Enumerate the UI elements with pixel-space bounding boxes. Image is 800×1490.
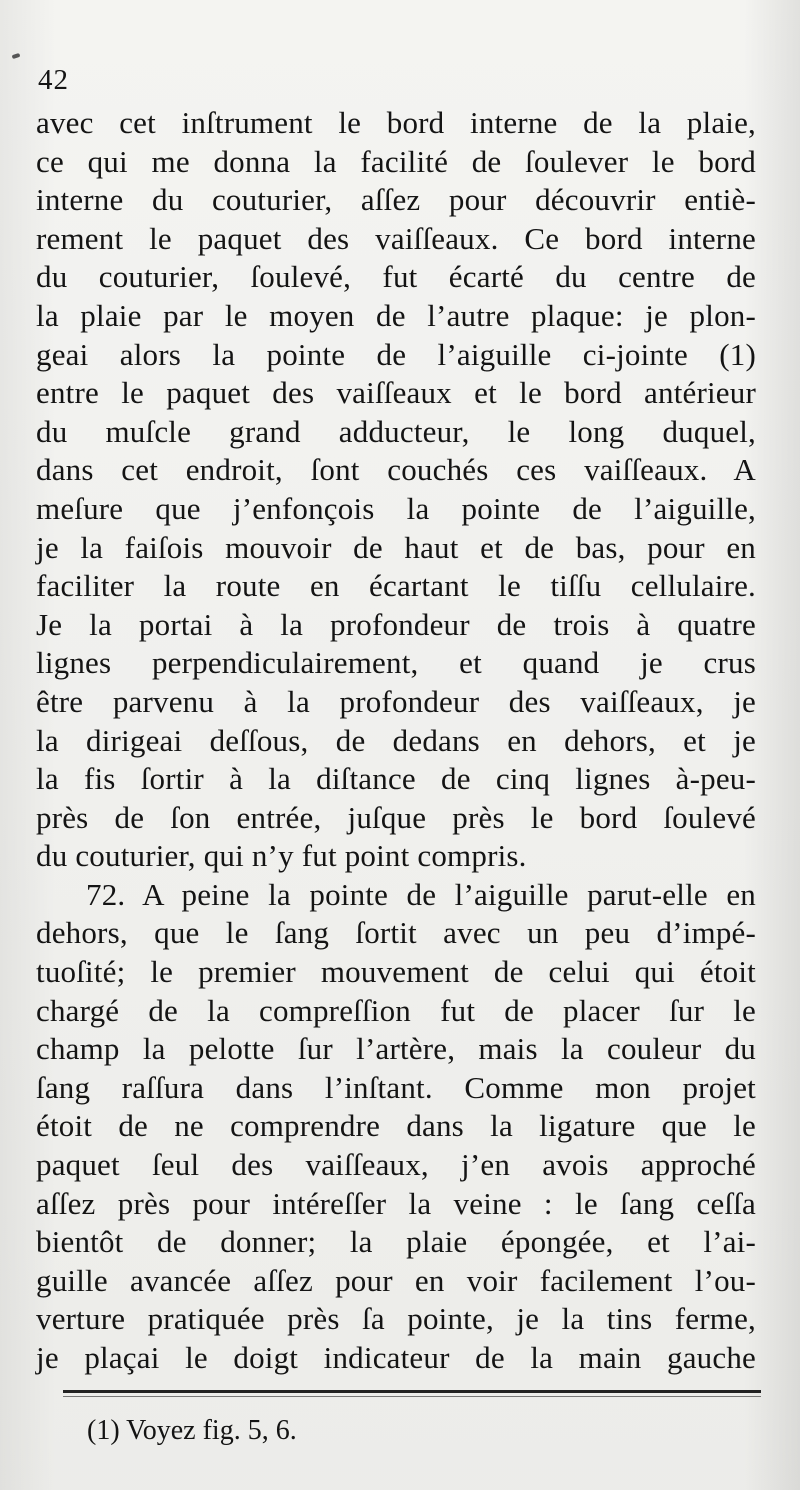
body-text <box>36 104 756 1378</box>
footnote: (1) Voyez fig. 5, 6. <box>87 1415 297 1446</box>
footnote-divider-shadow <box>63 1396 761 1397</box>
text-line: avec cet inſtrument le bord interne de la plaie, <box>36 105 756 140</box>
text-line: rement le paquet des vaiſſeaux. Ce bord interne <box>36 220 756 256</box>
text-line: faciliter la route en écartant le tiſſu cellulaire. <box>36 568 756 604</box>
text-line: être parvenu à la profondeur des vaiſſeaux, je <box>36 683 756 719</box>
text-line: dans cet endroit, ſont couchés ces vaiſſeaux. A <box>36 452 756 488</box>
text-line: interne du couturier, aſſez pour découvrir entiè- <box>36 182 756 218</box>
text-line: paquet ſeul des vaiſſeaux, j’en avois approché <box>36 1147 756 1183</box>
text-line: tuoſité; le premier mouvement de celui qui étoit <box>36 954 756 990</box>
text-line: la fis ſortir à la diſtance de cinq lignes à-peu- <box>36 761 756 797</box>
text-line: verture pratiquée près ſa pointe, je la tins ferme, <box>36 1301 756 1337</box>
footnote-divider <box>63 1390 761 1393</box>
text-line: du couturier, qui n’y fut point compris. <box>36 838 527 874</box>
ink-mark <box>12 53 21 59</box>
text-line: du muſcle grand adducteur, le long duquel, <box>36 413 756 449</box>
text-line: ce qui me donna la facilité de ſoulever le bord <box>36 143 756 179</box>
text-line: je la faiſois mouvoir de haut et de bas, pour en <box>36 529 756 565</box>
text-line: la dirigeai deſſous, de dedans en dehors, et je <box>36 722 756 758</box>
text-line: aſſez près pour intéreſſer la veine : le ſang ceſſa <box>36 1185 756 1221</box>
page-number: 42 <box>38 64 69 96</box>
text-line: meſure que j’enfonçois la pointe de l’aiguille, <box>36 490 756 526</box>
text-line: étoit de ne comprendre dans la ligature que le <box>36 1108 756 1144</box>
text-line: geai alors la pointe de l’aiguille ci-jointe (1) <box>36 336 756 372</box>
text-line: du couturier, ſoulevé, fut écarté du centre de <box>36 259 756 295</box>
text-line: bientôt de donner; la plaie épongée, et l’ai- <box>36 1224 756 1260</box>
text-line: ſang raſſura dans l’inſtant. Comme mon projet <box>36 1069 756 1105</box>
text-line: chargé de la compreſſion fut de placer ſur le <box>36 992 756 1028</box>
text-line: je plaçai le doigt indicateur de la main gauche <box>36 1340 756 1375</box>
text-line: dehors, que le ſang ſortit avec un peu d’impé- <box>36 915 756 951</box>
paragraph-start-line: 72. A peine la pointe de l’aiguille parut-elle en <box>86 876 756 912</box>
text-line: la plaie par le moyen de l’autre plaque: je plon- <box>36 297 756 333</box>
text-line: Je la portai à la profondeur de trois à quatre <box>36 606 756 642</box>
text-line: guille avancée aſſez pour en voir facilement l’ou- <box>36 1262 756 1298</box>
text-line: entre le paquet des vaiſſeaux et le bord antérieur <box>36 375 756 411</box>
text-line: près de ſon entrée, juſque près le bord ſoulevé <box>36 799 756 835</box>
text-line: lignes perpendiculairement, et quand je crus <box>36 645 756 681</box>
text-line: champ la pelotte ſur l’artère, mais la couleur du <box>36 1031 756 1067</box>
